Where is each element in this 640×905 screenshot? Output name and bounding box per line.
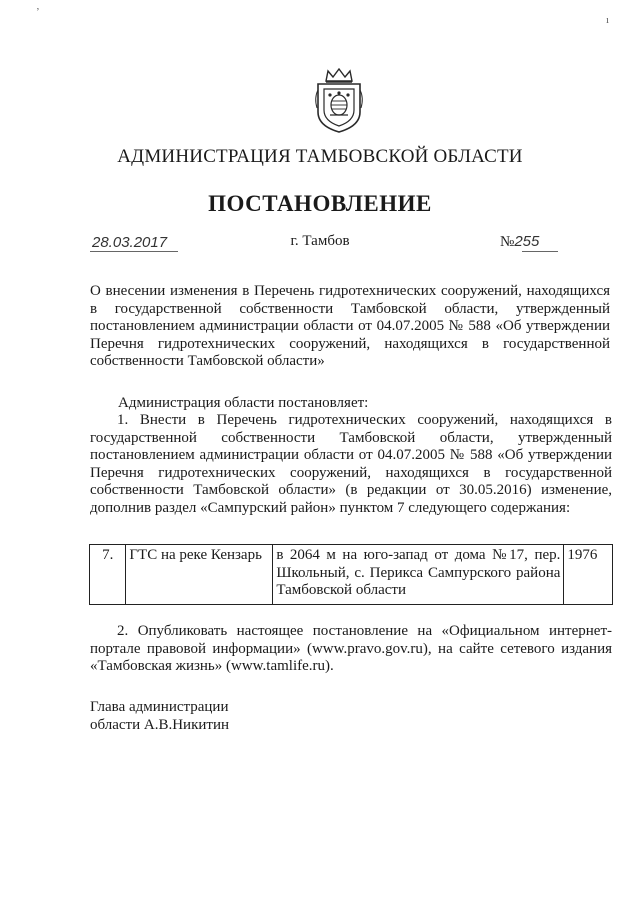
document-type-heading: ПОСТАНОВЛЕНИЕ: [208, 191, 432, 216]
coat-of-arms-icon: [312, 68, 366, 134]
number-label: №: [500, 234, 515, 250]
structure-table: [89, 544, 613, 605]
number-value: 255: [514, 233, 540, 250]
organization-title: АДМИНИСТРАЦИЯ ТАМБОВСКОЙ ОБЛАСТИ: [117, 146, 523, 167]
signature-name: области А.В.Никитин: [90, 716, 230, 733]
number-underline: [522, 251, 558, 252]
document-date: 28.03.2017: [92, 234, 168, 251]
structure-name-cell: ГТС на реке Кензарь: [126, 545, 273, 605]
signature-block: [90, 699, 229, 734]
table-row: [90, 545, 613, 605]
decree-intro: Администрация области постановляет:: [118, 395, 369, 411]
document-subject: О внесении изменения в Перечень гидротехнических сооружений, находящихся в государственной собственности Тамбовской области, утвержденный постановлением администрации области от 04.07.2005 № 588 «Об утверждении Перечня гидротехнических сооружений, находящихся в государственной собственности Тамбовской области»: [90, 283, 610, 369]
document-number: [500, 233, 539, 251]
construction-year-cell: 1976: [564, 545, 613, 605]
clause-1: 1. Внести в Перечень гидротехнических сооружений, находящихся в государственной собственности Тамбовской области, утвержденный постановлением администрации области от 04.07.2005 № 588 «Об утверждении Перечня гидротехнических сооружений, находящихся в государственной собственности Тамбовской области» (в редакции от 30.05.2016) изменение, дополнив раздел «Сампурский район» пунктом 7 следующего содержания:: [90, 412, 612, 516]
scan-mark-left: ʼ: [36, 6, 40, 18]
structure-location-cell: в 2064 м на юго-запад от дома №17, пер. Школьный, с. Перикса Сампурского района Тамбовской области: [273, 545, 564, 605]
document-city: г. Тамбов: [290, 233, 350, 249]
clause-2: 2. Опубликовать настоящее постановление на «Официальном интернет-портале правовой информации» (www.pravo.gov.ru), на сайте сетевого издания «Тамбовская жизнь» (www.tamlife.ru).: [90, 623, 612, 674]
scan-mark-right: ı: [606, 14, 610, 26]
row-number-cell: 7.: [90, 545, 126, 605]
date-underline: [90, 251, 178, 252]
signature-title: Глава администрации: [90, 699, 229, 715]
